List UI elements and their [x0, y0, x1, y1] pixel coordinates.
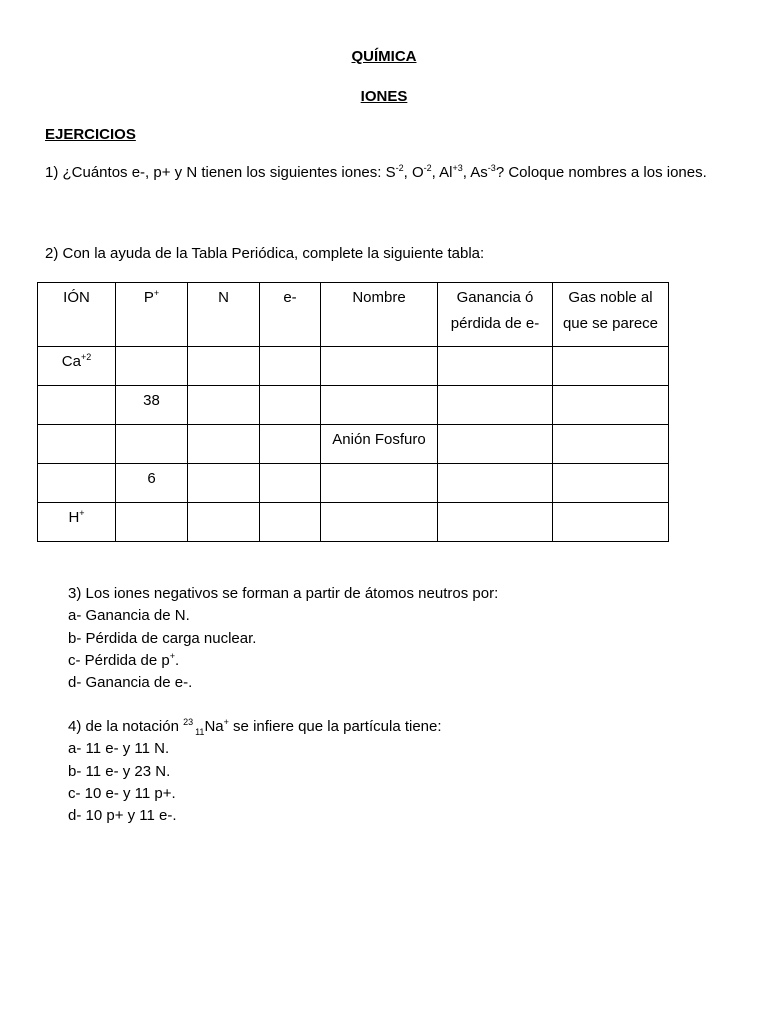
option-c: c- Pérdida de p+. — [68, 650, 180, 669]
option-b: b- 11 e- y 23 N. — [68, 762, 171, 780]
cell-electrons — [260, 503, 321, 542]
table-row — [38, 503, 669, 542]
table-header-row — [38, 283, 669, 347]
cell-ganancia — [438, 386, 553, 425]
option-b: b- Pérdida de carga nuclear. — [68, 629, 257, 647]
cell-nombre — [321, 347, 438, 386]
cell-neutrons — [188, 464, 260, 503]
cell-ion: H+ — [38, 503, 116, 542]
cell-nombre — [321, 503, 438, 542]
cell-electrons — [260, 425, 321, 464]
ion-table — [37, 282, 669, 542]
cell-protons — [116, 503, 188, 542]
question-4 — [68, 716, 442, 827]
page-subtitle: IONES — [360, 88, 408, 105]
cell-protons — [116, 425, 188, 464]
header-ganancia: Ganancia ó pérdida de e- — [438, 283, 553, 347]
cell-gas-noble — [553, 386, 669, 425]
cell-neutrons — [188, 503, 260, 542]
question-3-text: 3) Los iones negativos se forman a partir de átomos neutros por: — [68, 585, 499, 602]
cell-nombre: Anión Fosfuro — [321, 425, 438, 464]
table-row — [38, 425, 669, 464]
cell-gas-noble — [553, 425, 669, 464]
header-neutrons: N — [188, 283, 260, 347]
cell-electrons — [260, 464, 321, 503]
option-a: a- 11 e- y 11 N. — [68, 740, 170, 758]
table-row — [38, 347, 669, 386]
cell-gas-noble — [553, 503, 669, 542]
s-charge: -2 — [395, 163, 404, 173]
option-d: d- 10 p+ y 11 e-. — [68, 807, 177, 825]
cell-ganancia — [438, 464, 553, 503]
header-electrons: e- — [260, 283, 321, 347]
header-ion: IÓN — [38, 283, 116, 347]
cell-nombre — [321, 464, 438, 503]
cell-protons: 6 — [116, 464, 188, 503]
section-heading: EJERCICIOS — [45, 126, 136, 143]
cell-electrons — [260, 347, 321, 386]
o-charge: -2 — [423, 163, 432, 173]
table-row — [38, 464, 669, 503]
mass-number: 23 — [183, 717, 194, 727]
option-a: a- Ganancia de N. — [68, 607, 190, 625]
question-4-text: 4) de la notación $^{23}_{11}$Na+ se infiere que la partícula tiene: — [68, 717, 442, 737]
cell-neutrons — [188, 386, 260, 425]
question-3 — [68, 583, 498, 694]
cell-ion: $Ca^{+2}$ — [38, 347, 116, 386]
cell-gas-noble — [553, 347, 669, 386]
cell-electrons — [260, 386, 321, 425]
header-nombre: Nombre — [321, 283, 438, 347]
cell-protons — [116, 347, 188, 386]
cell-ion — [38, 464, 116, 503]
cell-nombre — [321, 386, 438, 425]
cell-ganancia — [438, 503, 553, 542]
cell-ion — [38, 386, 116, 425]
header-gas-noble: Gas noble al que se parece — [553, 283, 669, 347]
cell-gas-noble — [553, 464, 669, 503]
as-charge: -3 — [487, 163, 496, 173]
al-charge: +3 — [452, 163, 463, 173]
cell-neutrons — [188, 425, 260, 464]
option-d: d- Ganancia de e-. — [68, 674, 193, 692]
cell-protons: 38 — [116, 386, 188, 425]
cell-ganancia — [438, 425, 553, 464]
option-c: c- 10 e- y 11 p+. — [68, 784, 176, 802]
cell-neutrons — [188, 347, 260, 386]
question-1: 1) ¿Cuántos e-, p+ y N tienen los siguientes iones: $S^{-2}$, $O^{-2}$, $Al^{+3}$, $As^{-3}$? Coloque nombres a los iones. — [45, 163, 707, 181]
question-2: 2) Con la ayuda de la Tabla Periódica, complete la siguiente tabla: — [45, 245, 485, 262]
cell-ion — [38, 425, 116, 464]
page-title: QUÍMICA — [351, 48, 417, 65]
atomic-number: 11 — [195, 727, 205, 737]
table-row — [38, 386, 669, 425]
header-protons: P+ — [116, 283, 188, 347]
cell-ganancia — [438, 347, 553, 386]
